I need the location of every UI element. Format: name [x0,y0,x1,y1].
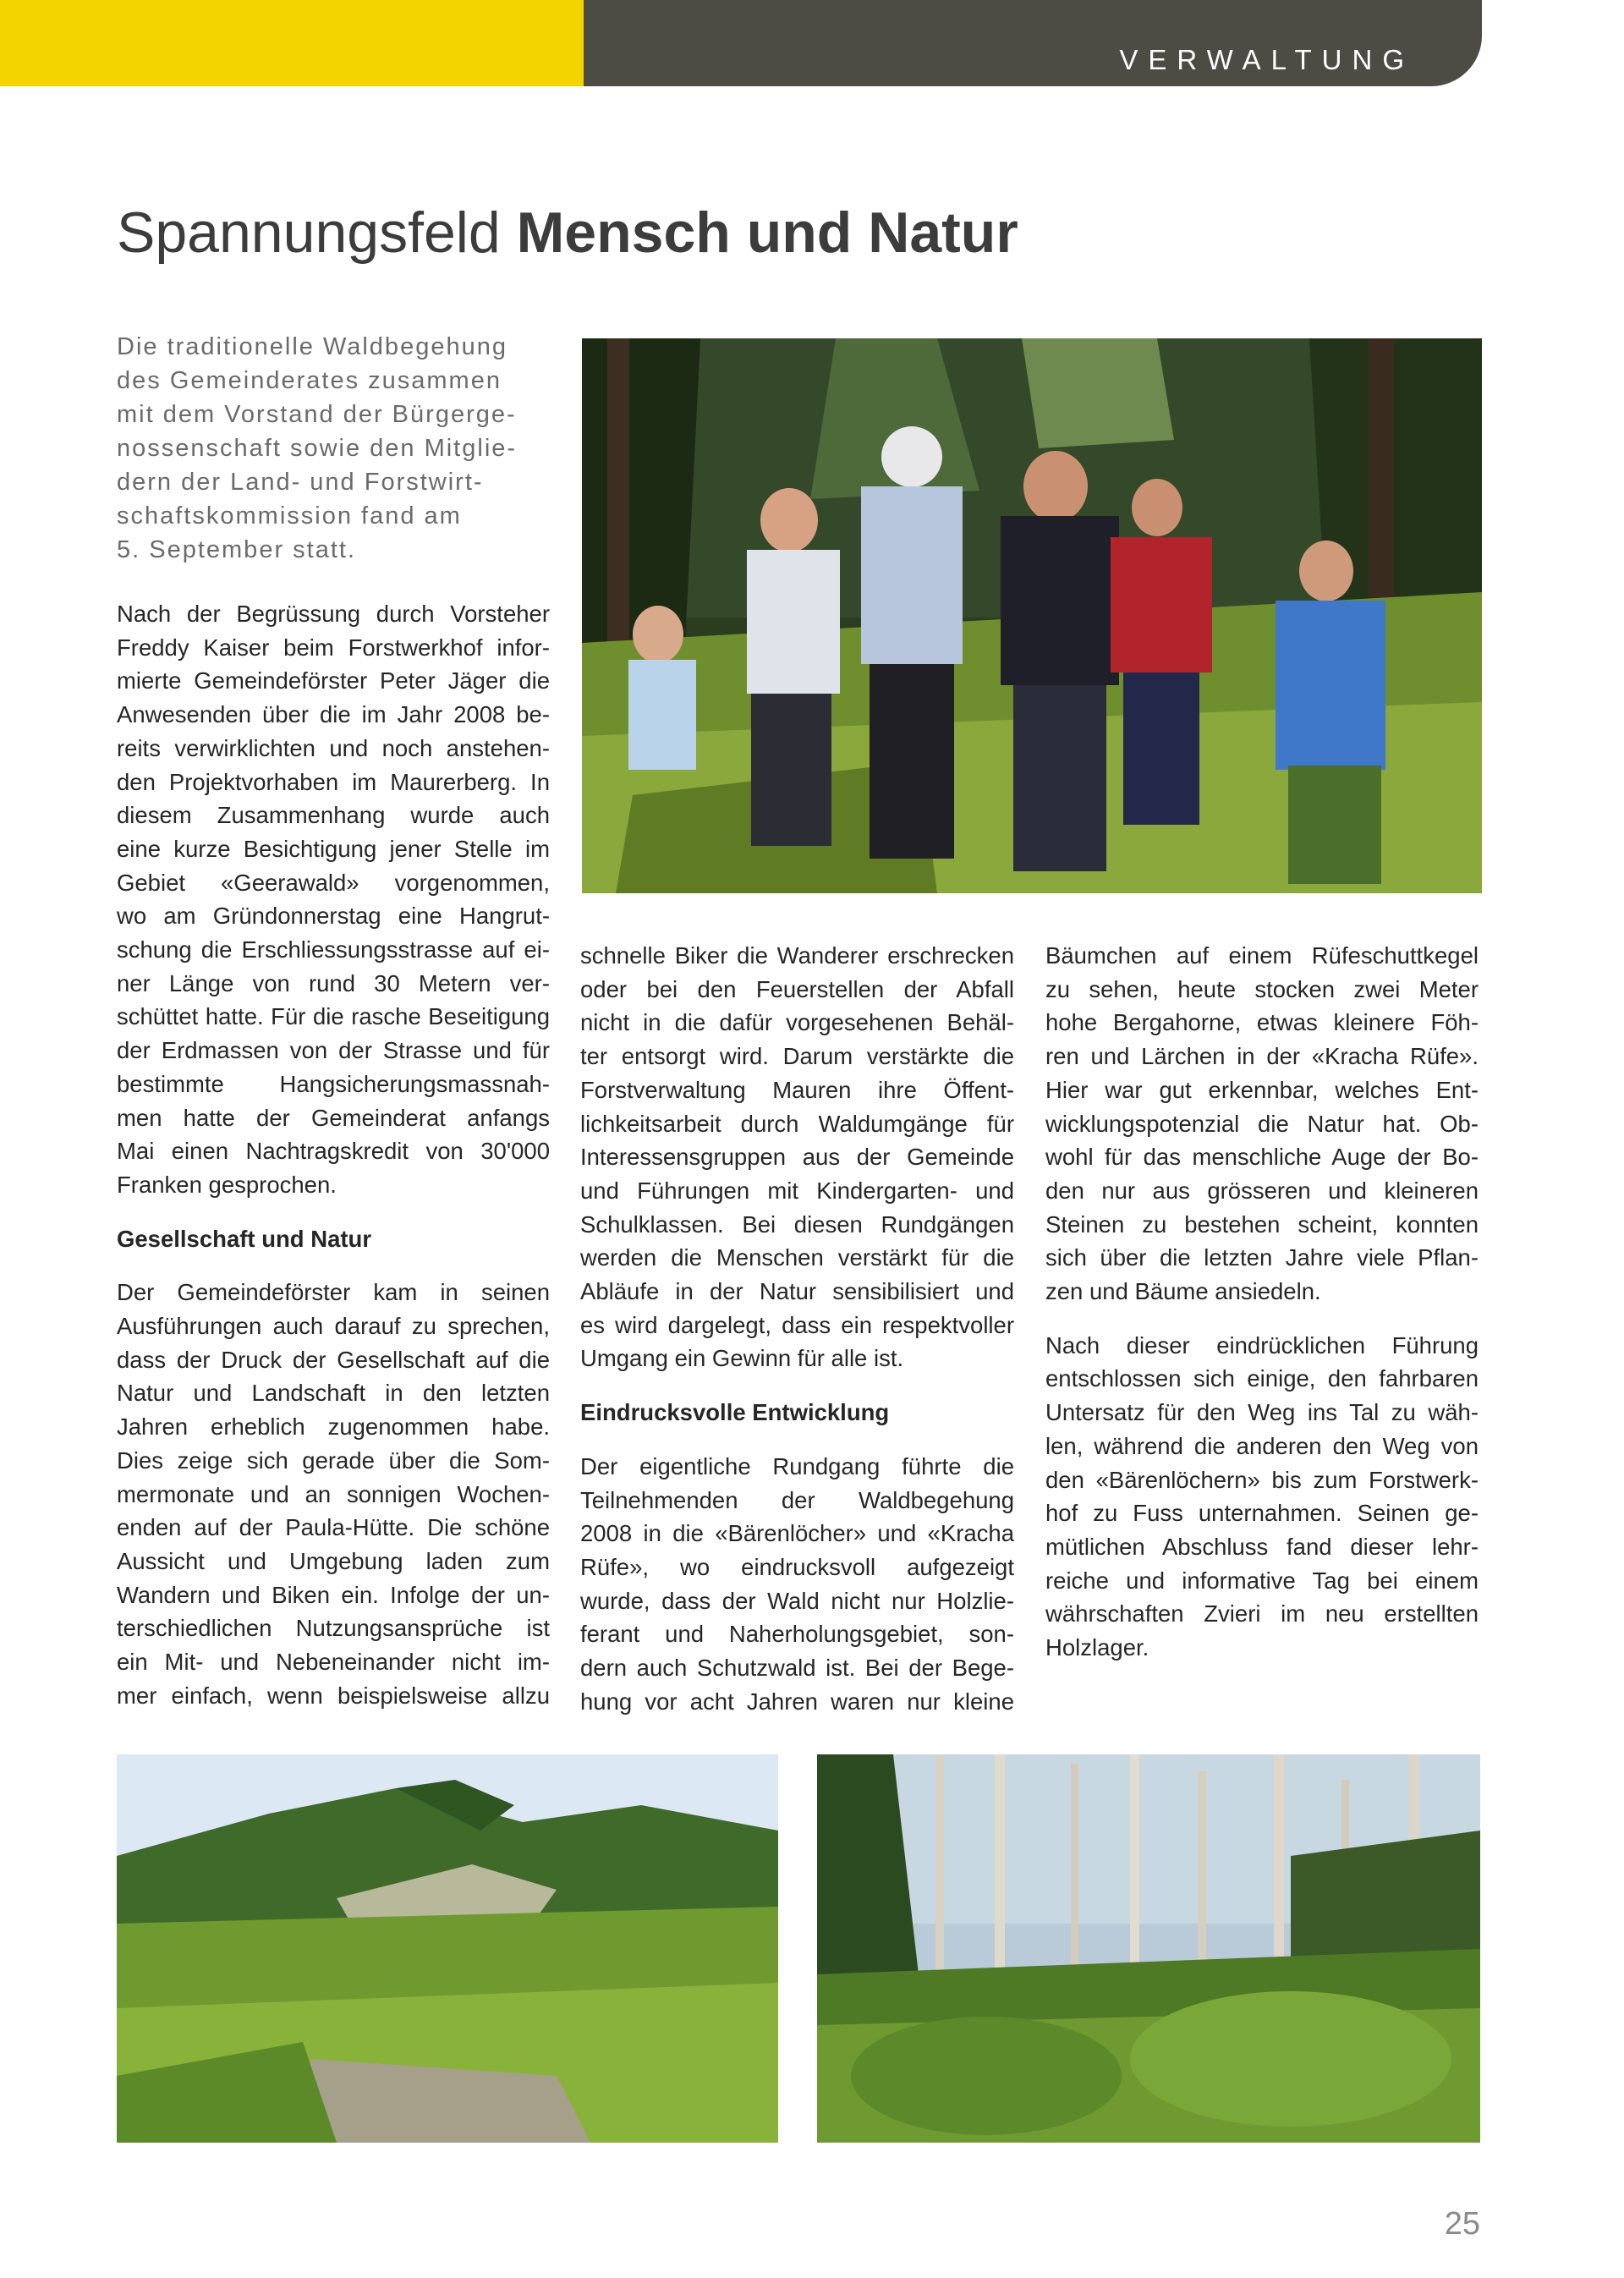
lead-line: Die traditionelle Waldbegehung [117,333,508,360]
text-line: Der Gemeindeförster kam in seinen [117,1279,550,1306]
section-label: VERWALTUNG [1119,44,1414,75]
text-line: ter entsorgt wird. Darum verstärkte die [580,1043,1014,1070]
text-line: schüttet hatte. Für die rasche Beseitigung [117,1003,550,1030]
text-line: eine kurze Besichtigung jener Stelle im [117,835,550,862]
text-line: Abläufe in der Natur sensibilisiert und [580,1278,1014,1305]
section-heading: Gesellschaft und Natur [117,1225,372,1252]
text-line: diesem Zusammenhang wurde auch [117,802,550,829]
text-line: Bäumchen auf einem Rüfeschuttkegel [1045,942,1479,969]
text-line: ein Mit- und Nebeneinander nicht im- [117,1649,550,1676]
group-forest-photo [582,338,1482,893]
text-line: den «Bärenlöchern» bis zum Forstwerk- [1045,1466,1479,1493]
text-line: Forstverwaltung Mauren ihre Öffent- [580,1076,1014,1103]
section-tab [584,0,1482,86]
text-line: sich über die letzten Jahre viele Pflan- [1045,1244,1479,1271]
page-title [117,199,1555,266]
text-line: enden auf der Paula-Hütte. Die schöne [117,1514,550,1541]
lead-line: nossenschaft sowie den Mitglie- [117,435,518,462]
text-line: Anwesenden über die im Jahr 2008 be- [117,701,550,728]
text-line: den Projektvorhaben im Maurerberg. In [117,768,550,795]
text-line: Wandern und Biken ein. Infolge der un- [117,1581,550,1608]
text-line: Schulklassen. Bei diesen Rundgängen [580,1210,1014,1238]
text-line: schung die Erschliessungsstrasse auf ei- [117,936,550,963]
text-line: len, während die anderen den Weg von [1045,1432,1479,1459]
text-column-2 [580,939,1014,1718]
text-line: wohl für das menschliche Auge der Bo- [1045,1144,1479,1171]
text-line: Franken gesprochen. [117,1171,337,1198]
text-line: Interessensgruppen aus der Gemeinde [580,1144,1014,1171]
text-line: Untersatz für den Weg ins Tal zu wäh- [1045,1399,1479,1426]
text-line: wo am Gründonnerstag eine Hangrut- [117,903,550,930]
text-line: 2008 in die «Bärenlöcher» und «Kracha [580,1520,1014,1547]
text-line: hof zu Fuss unternahmen. Seinen ge- [1045,1500,1479,1527]
lead-line: dern der Land- und Forstwirt- [117,469,484,496]
text-line: dass der Druck der Gesellschaft auf die [117,1346,550,1373]
text-line: lichkeitsarbeit durch Waldumgänge für [580,1110,1014,1137]
text-line: Gebiet «Geerawald» vorgenommen, [117,869,550,896]
text-line: zen und Bäume ansiedeln. [1045,1278,1321,1305]
text-line: Natur und Landschaft in den letzten [117,1380,550,1407]
section-heading: Eindrucksvolle Entwicklung [580,1399,890,1426]
text-line: ner Länge von rund 30 Metern ver- [117,969,550,996]
text-line: schnelle Biker die Wanderer erschrecken [580,942,1014,969]
lead-paragraph [117,330,540,567]
text-line: wurde, dass der Wald nicht nur Holzlie- [580,1587,1014,1614]
text-column-1 [117,597,550,1713]
text-line: Dies zeige sich gerade über die Som- [117,1446,550,1474]
text-line: nicht in die dafür vorgesehenen Behäl- [580,1009,1014,1036]
text-line: Aussicht und Umgebung laden zum [117,1547,550,1574]
text-line: mierte Gemeindeförster Peter Jäger die [117,667,550,694]
text-line: men hatte der Gemeinderat anfangs [117,1104,550,1131]
text-line: mütlichen Abschluss fand dieser lehr- [1045,1533,1479,1560]
text-line: wicklungspotenzial die Natur hat. Ob- [1045,1110,1479,1137]
text-line: mermonate und an sonnigen Wochen- [117,1480,550,1507]
text-line: der Erdmassen von der Strasse und für [117,1037,550,1064]
text-line: Nach dieser eindrücklichen Führung [1045,1331,1479,1359]
text-column-3 [1045,939,1479,1665]
text-line: entschlossen sich einige, den fahrbaren [1045,1365,1479,1392]
lead-line: 5. September statt. [117,536,357,563]
text-line: Nach der Begrüssung durch Vorsteher [117,601,550,627]
text-line: Holzlager. [1045,1634,1149,1661]
text-line: den nur aus grösseren und kleineren [1045,1177,1479,1204]
text-line: Hier war gut erkennbar, welches Ent- [1045,1076,1479,1103]
text-line: reits verwirklichten und noch anstehen- [117,734,550,761]
lead-line: mit dem Vorstand der Bürgerge- [117,401,517,428]
text-line: hohe Bergahorne, etwas kleinere Föh- [1045,1009,1479,1036]
text-line: Der eigentliche Rundgang führte die [580,1452,1014,1479]
mountain-slope-photo [117,1754,778,2143]
text-line: Teilnehmenden der Waldbegehung [580,1486,1014,1513]
text-line: terschiedlichen Nutzungsansprüche ist [117,1615,550,1642]
text-line: Mai einen Nachtragskredit von 30'000 [117,1138,550,1165]
tree-growth-photo [817,1754,1480,2143]
text-line: ren und Lärchen in der «Kracha Rüfe». [1045,1043,1479,1070]
header-yellow-bar [0,0,584,86]
text-line: hung vor acht Jahren waren nur kleine [580,1688,1014,1715]
text-line: Jahren erheblich zugenommen habe. [117,1413,550,1441]
lead-line: des Gemeinderates zusammen [117,367,502,394]
text-line: mer einfach, wenn beispielsweise allzu [117,1682,550,1709]
text-line: ferant und Naherholungsgebiet, son- [580,1621,1014,1648]
title-light: Spannungsfeld [117,200,501,265]
text-line: reiche und informative Tag bei einem [1045,1567,1479,1594]
title-bold: Mensch und Natur [516,200,1018,265]
text-line: dern auch Schutzwald ist. Bei der Bege- [580,1655,1014,1682]
text-line: bestimmte Hangsicherungsmassnah- [117,1070,550,1097]
text-line: Umgang ein Gewinn für alle ist. [580,1345,904,1372]
text-line: es wird dargelegt, dass ein respektvoller [580,1311,1014,1338]
text-line: Rüfe», wo eindrucksvoll aufgezeigt [580,1553,1014,1580]
text-line: Steinen zu bestehen scheint, konnten [1045,1210,1479,1238]
lead-line: schaftskommission fand am [117,502,462,530]
text-line: währschaften Zvieri im neu erstellten [1045,1600,1479,1628]
text-line: zu sehen, heute stocken zwei Meter [1045,975,1479,1002]
text-line: werden die Menschen verstärkt für die [580,1244,1014,1271]
text-line: oder bei den Feuerstellen der Abfall [580,975,1014,1002]
page-number: 25 [1444,2206,1480,2242]
text-line: Freddy Kaiser beim Forstwerkhof infor- [117,634,550,661]
text-line: Ausführungen auch darauf zu sprechen, [117,1313,550,1340]
text-line: und Führungen mit Kindergarten- und [580,1177,1014,1204]
